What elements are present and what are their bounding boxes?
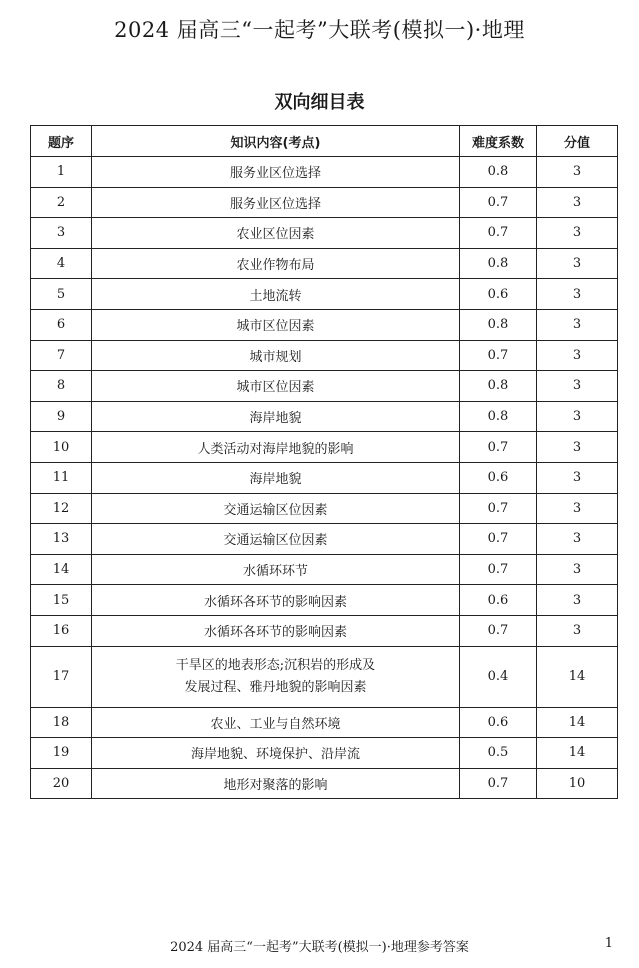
difficulty-value: 0.6 — [460, 279, 537, 310]
question-number: 17 — [31, 646, 92, 707]
table-row — [31, 432, 618, 463]
difficulty-value: 0.8 — [460, 157, 537, 188]
difficulty-value: 0.6 — [460, 707, 537, 738]
question-number: 11 — [31, 462, 92, 493]
knowledge-content-line-2: 发展过程、雅丹地貌的影响因素 — [184, 679, 367, 695]
score-value: 3 — [537, 524, 618, 555]
table-row — [31, 248, 618, 279]
table-row — [31, 218, 618, 249]
question-number: 12 — [31, 493, 92, 524]
difficulty-value: 0.4 — [460, 646, 537, 707]
page-footer: 2024 届高三“一起考”大联考(模拟一)·地理参考答案 — [170, 940, 469, 955]
table-row — [31, 157, 618, 188]
header-question-number: 题序 — [31, 126, 92, 157]
knowledge-content: 服务业区位选择 — [92, 187, 460, 218]
difficulty-value: 0.7 — [460, 340, 537, 371]
knowledge-content: 水循环各环节的影响因素 — [92, 615, 460, 646]
knowledge-content: 海岸地貌 — [92, 401, 460, 432]
knowledge-content-line-1: 干旱区的地表形态;沉积岩的形成及 — [175, 657, 376, 673]
score-value: 14 — [537, 707, 618, 738]
question-number: 1 — [31, 157, 92, 188]
header-difficulty: 难度系数 — [460, 126, 537, 157]
table-row — [31, 768, 618, 799]
difficulty-value: 0.7 — [460, 187, 537, 218]
knowledge-content — [92, 646, 460, 707]
knowledge-content: 农业、工业与自然环境 — [92, 707, 460, 738]
table-header-row — [31, 126, 618, 157]
table-row — [31, 462, 618, 493]
question-number: 2 — [31, 187, 92, 218]
knowledge-content: 农业作物布局 — [92, 248, 460, 279]
score-value: 3 — [537, 279, 618, 310]
question-number: 8 — [31, 371, 92, 402]
table-row — [31, 279, 618, 310]
knowledge-content: 服务业区位选择 — [92, 157, 460, 188]
doc-title: 2024 届高三“一起考”大联考(模拟一)·地理 — [114, 18, 525, 42]
question-number: 4 — [31, 248, 92, 279]
score-value: 3 — [537, 493, 618, 524]
score-value: 3 — [537, 248, 618, 279]
question-number: 7 — [31, 340, 92, 371]
header-knowledge-content: 知识内容(考点) — [92, 126, 460, 157]
score-value: 3 — [537, 157, 618, 188]
question-number: 20 — [31, 768, 92, 799]
question-number: 14 — [31, 554, 92, 585]
table-row — [31, 585, 618, 616]
knowledge-content: 海岸地貌 — [92, 462, 460, 493]
score-value: 14 — [537, 646, 618, 707]
question-number: 10 — [31, 432, 92, 463]
question-number: 15 — [31, 585, 92, 616]
score-value: 3 — [537, 585, 618, 616]
knowledge-content: 地形对聚落的影响 — [92, 768, 460, 799]
table-row — [31, 371, 618, 402]
difficulty-value: 0.8 — [460, 371, 537, 402]
score-value: 3 — [537, 432, 618, 463]
knowledge-content: 人类活动对海岸地貌的影响 — [92, 432, 460, 463]
page-number: 1 — [604, 936, 613, 951]
score-value: 3 — [537, 554, 618, 585]
difficulty-value: 0.5 — [460, 738, 537, 769]
table-row — [31, 738, 618, 769]
question-number: 16 — [31, 615, 92, 646]
table-row — [31, 401, 618, 432]
difficulty-value: 0.7 — [460, 493, 537, 524]
knowledge-content: 海岸地貌、环境保护、沿岸流 — [92, 738, 460, 769]
question-number: 19 — [31, 738, 92, 769]
difficulty-value: 0.8 — [460, 248, 537, 279]
difficulty-value: 0.7 — [460, 768, 537, 799]
knowledge-content: 交通运输区位因素 — [92, 524, 460, 555]
question-number: 9 — [31, 401, 92, 432]
header-score: 分值 — [537, 126, 618, 157]
score-value: 3 — [537, 340, 618, 371]
knowledge-content: 城市区位因素 — [92, 371, 460, 402]
difficulty-value: 0.8 — [460, 309, 537, 340]
knowledge-content: 水循环各环节的影响因素 — [92, 585, 460, 616]
table-row — [31, 554, 618, 585]
difficulty-value: 0.7 — [460, 524, 537, 555]
question-number: 18 — [31, 707, 92, 738]
difficulty-value: 0.7 — [460, 432, 537, 463]
question-number: 3 — [31, 218, 92, 249]
score-value: 3 — [537, 187, 618, 218]
score-value: 3 — [537, 371, 618, 402]
knowledge-content: 农业区位因素 — [92, 218, 460, 249]
score-value: 14 — [537, 738, 618, 769]
question-number: 13 — [31, 524, 92, 555]
score-value: 3 — [537, 615, 618, 646]
score-value: 10 — [537, 768, 618, 799]
table-row — [31, 524, 618, 555]
table-row — [31, 187, 618, 218]
score-value: 3 — [537, 462, 618, 493]
knowledge-content: 交通运输区位因素 — [92, 493, 460, 524]
table-row — [31, 309, 618, 340]
table-row — [31, 493, 618, 524]
difficulty-value: 0.7 — [460, 218, 537, 249]
difficulty-value: 0.7 — [460, 554, 537, 585]
table-row — [31, 707, 618, 738]
knowledge-content: 城市规划 — [92, 340, 460, 371]
table-row — [31, 615, 618, 646]
question-number: 5 — [31, 279, 92, 310]
knowledge-content: 土地流转 — [92, 279, 460, 310]
knowledge-content: 城市区位因素 — [92, 309, 460, 340]
table-row — [31, 646, 618, 707]
table-row — [31, 340, 618, 371]
specification-table — [30, 125, 618, 799]
score-value: 3 — [537, 401, 618, 432]
difficulty-value: 0.6 — [460, 462, 537, 493]
difficulty-value: 0.7 — [460, 615, 537, 646]
difficulty-value: 0.8 — [460, 401, 537, 432]
score-value: 3 — [537, 218, 618, 249]
table-title: 双向细目表 — [274, 92, 365, 113]
score-value: 3 — [537, 309, 618, 340]
difficulty-value: 0.6 — [460, 585, 537, 616]
knowledge-content: 水循环环节 — [92, 554, 460, 585]
question-number: 6 — [31, 309, 92, 340]
